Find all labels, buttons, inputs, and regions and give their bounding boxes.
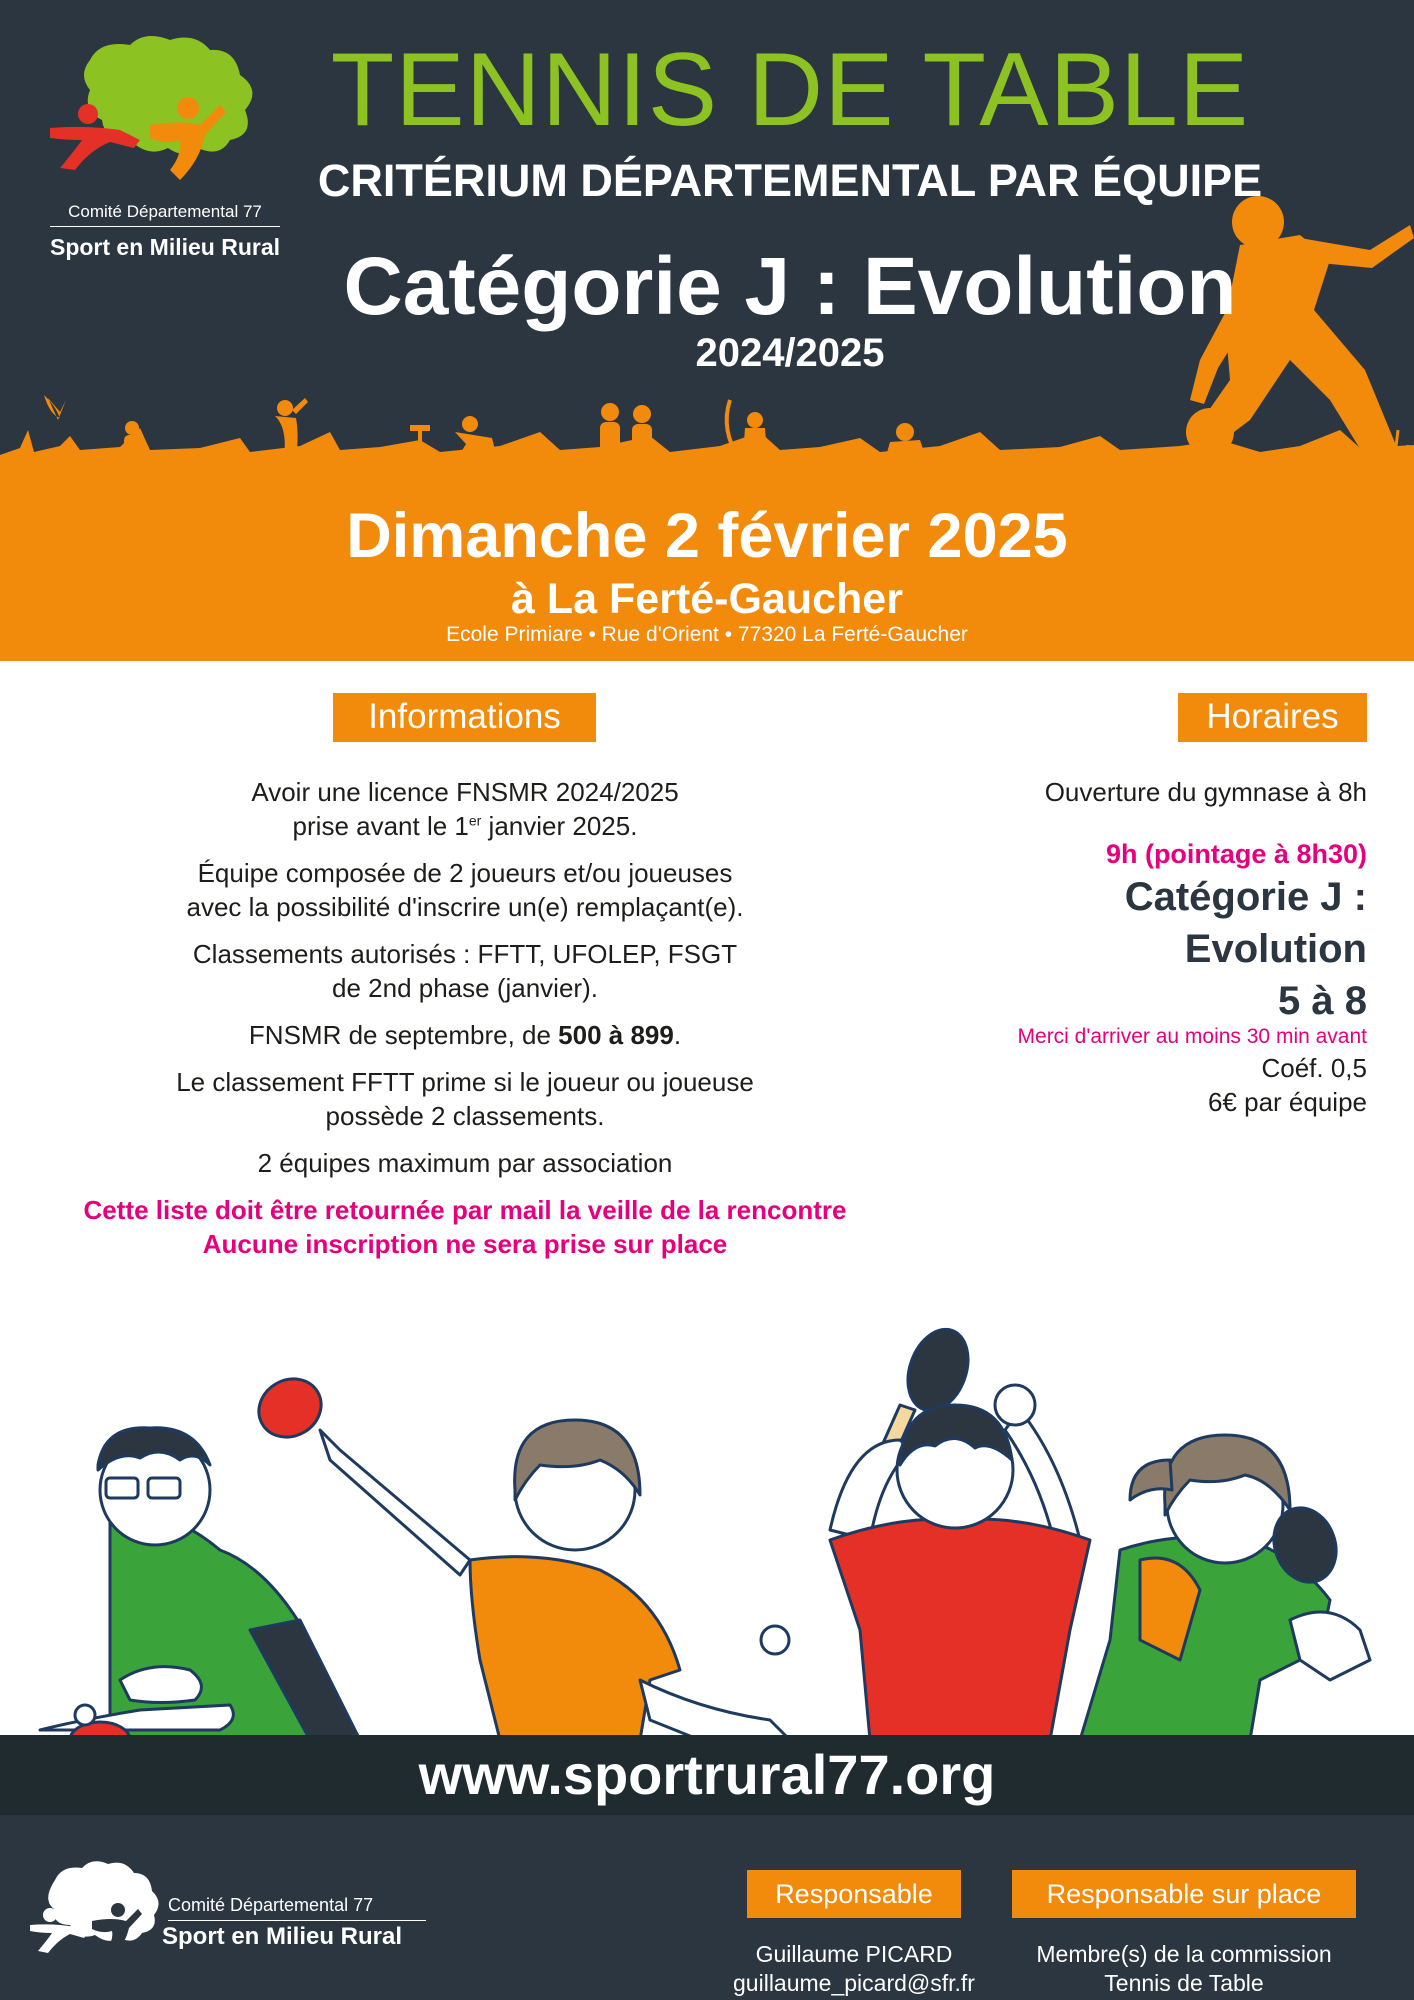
responsable-heading: Responsable bbox=[747, 1870, 961, 1918]
season-label: 2024/2025 bbox=[695, 331, 885, 375]
event-date: Dimanche 2 février 2025 bbox=[346, 501, 1068, 571]
registration-warning: Cette liste doit être retournée par mail la veille de la rencontre Aucune inscription ne sera prise sur place bbox=[83, 1195, 847, 1259]
website-link[interactable]: www.sportrural77.org bbox=[418, 1743, 996, 1806]
responsable-email[interactable]: guillaume_picard@sfr.fr bbox=[733, 1970, 975, 1996]
butterfly-icon bbox=[44, 395, 66, 420]
coefficient: Coéf. 0,5 bbox=[1261, 1053, 1367, 1083]
horaires-section bbox=[900, 775, 1367, 1119]
child-silhouette-head bbox=[125, 421, 139, 435]
footer-logo-divider bbox=[168, 1920, 426, 1921]
category-title: Catégorie J : Evolution bbox=[343, 241, 1237, 332]
responsable-name: Guillaume PICARD bbox=[755, 1941, 953, 1967]
responsable-place-contact: Membre(s) de la commission Tennis de Table bbox=[1036, 1941, 1332, 1996]
ranking-range: 5 à 8 bbox=[1278, 979, 1367, 1023]
licence-info: Avoir une licence FNSMR 2024/2025 prise avant le 1er janvier 2025. bbox=[251, 777, 679, 841]
committee-logo bbox=[30, 30, 300, 270]
tree-logo-icon bbox=[30, 30, 300, 200]
website-bar bbox=[0, 1735, 1414, 1815]
player-boy-red bbox=[830, 1321, 1090, 1740]
footer bbox=[0, 1815, 1414, 2000]
fftt-priority-info: Le classement FFTT prime si le joueur ou joueuse possède 2 classements. bbox=[176, 1067, 754, 1131]
header bbox=[0, 0, 1414, 480]
start-time: 9h (pointage à 8h30) bbox=[1105, 839, 1367, 869]
page-subtitle: CRITÉRIUM DÉPARTEMENTAL PAR ÉQUIPE bbox=[317, 155, 1263, 206]
player-boy-glasses bbox=[40, 1428, 360, 1740]
logo-line2: Sport en Milieu Rural bbox=[49, 234, 281, 260]
team-info: Équipe composée de 2 joueurs et/ou joueuses avec la possibilité d'inscrire un(e) remplaçant(e). bbox=[186, 858, 744, 922]
footer-logo-line1: Comité Départemental 77 bbox=[168, 1895, 374, 1915]
footer-logo bbox=[30, 1845, 410, 1975]
players-illustration bbox=[0, 1300, 1414, 1740]
page-title: TENNIS DE TABLE bbox=[330, 32, 1250, 148]
date-banner bbox=[0, 475, 1414, 661]
max-teams-info: 2 équipes maximum par association bbox=[257, 1148, 673, 1178]
arrival-note: Merci d'arriver au moins 30 min avant bbox=[1017, 1025, 1367, 1048]
tree-logo-white-icon bbox=[30, 1855, 160, 1965]
team-price: 6€ par équipe bbox=[1207, 1087, 1367, 1117]
logo-line1: Comité Départemental 77 bbox=[68, 202, 262, 221]
responsable-contact bbox=[700, 1940, 1008, 1998]
horaires-heading: Horaires bbox=[1178, 693, 1367, 742]
classement-info: Classements autorisés : FFTT, UFOLEP, FSGT de 2nd phase (janvier). bbox=[192, 939, 738, 1003]
schedule-category: Catégorie J : Evolution bbox=[1124, 875, 1367, 971]
event-address: Ecole Primiare • Rue d'Orient • 77320 La Ferté-Gaucher bbox=[446, 623, 968, 646]
informations-heading: Informations bbox=[333, 693, 596, 742]
footer-logo-line2: Sport en Milieu Rural bbox=[162, 1923, 403, 1950]
player-girl-green bbox=[1080, 1435, 1370, 1740]
fnsmr-info: FNSMR de septembre, de 500 à 899. bbox=[248, 1020, 682, 1050]
responsable-place-heading: Responsable sur place bbox=[1012, 1870, 1356, 1918]
opening-time: Ouverture du gymnase à 8h bbox=[1044, 777, 1367, 807]
logo-divider bbox=[50, 226, 280, 227]
informations-section bbox=[30, 775, 900, 1261]
event-venue: à La Ferté-Gaucher bbox=[511, 575, 903, 623]
